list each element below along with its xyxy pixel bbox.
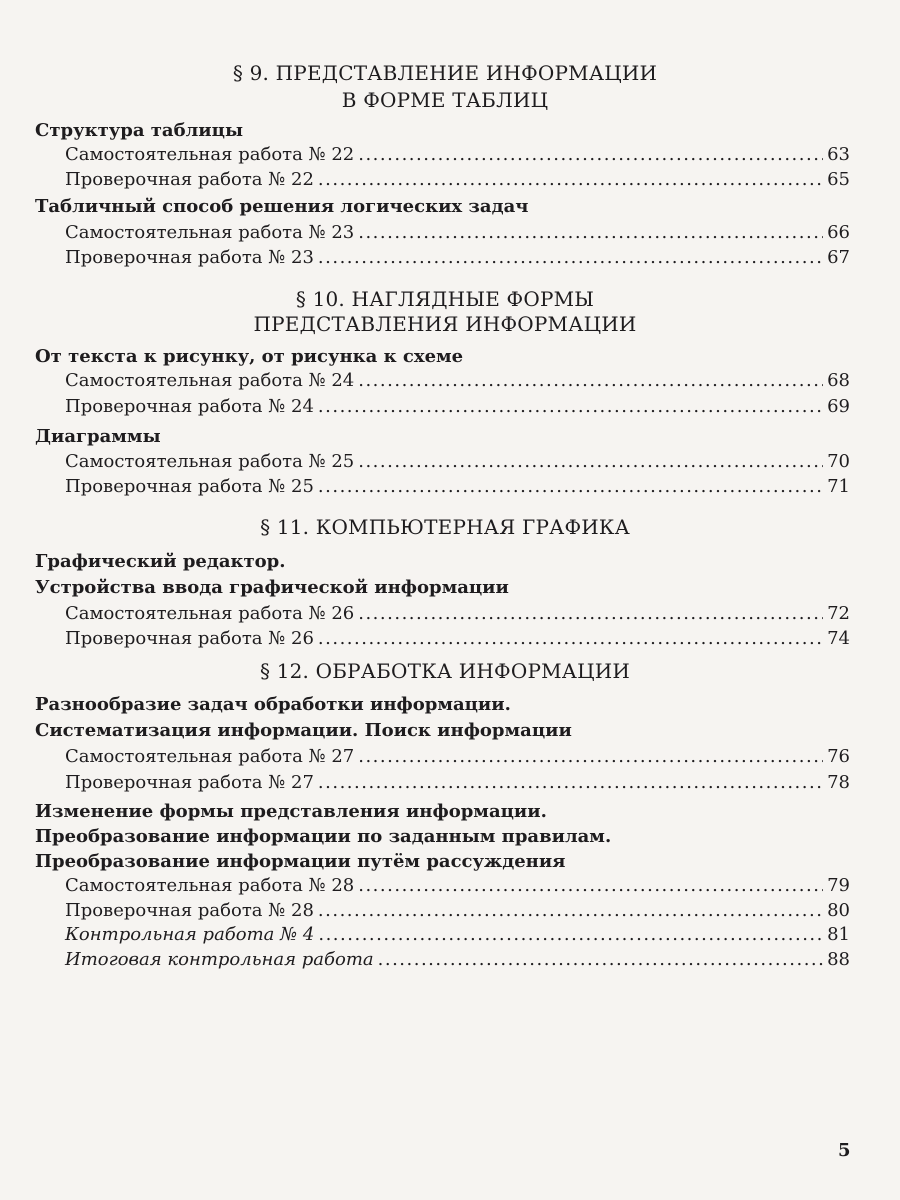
topic-heading: Изменение формы представления информации. <box>35 801 547 822</box>
entry-page: 72 <box>827 603 850 624</box>
entry-label: Проверочная работа № 28 <box>65 900 314 921</box>
entry-label: Проверочная работа № 22 <box>65 169 314 190</box>
topic-heading: Преобразование информации по заданным правилам. <box>35 826 612 847</box>
dot-leader <box>358 873 823 899</box>
dot-leader <box>358 601 823 627</box>
entry-label: Проверочная работа № 25 <box>65 476 314 497</box>
section-title: § 10. НАГЛЯДНЫЕ ФОРМЫ <box>295 287 595 311</box>
topic-heading: Разнообразие задач обработки информации. <box>35 694 511 715</box>
section-title: § 11. КОМПЬЮТЕРНАЯ ГРАФИКА <box>260 515 630 539</box>
entry-page: 78 <box>827 772 850 793</box>
dot-leader <box>378 947 823 973</box>
toc-entry[interactable] <box>0 898 850 924</box>
entry-label: Итоговая контрольная работа <box>65 949 374 970</box>
entry-label: Самостоятельная работа № 27 <box>65 746 355 767</box>
toc-entry[interactable] <box>0 947 850 973</box>
entry-page: 76 <box>827 746 850 767</box>
entry-page: 70 <box>827 451 850 472</box>
toc-entry[interactable] <box>0 744 850 770</box>
toc-entry[interactable] <box>0 474 850 500</box>
entry-label: Контрольная работа № 4 <box>65 924 315 945</box>
toc-entry[interactable] <box>0 368 850 394</box>
dot-leader <box>318 898 823 924</box>
entry-label: Проверочная работа № 24 <box>65 396 314 417</box>
topic-heading: Преобразование информации путём рассуждения <box>35 851 566 872</box>
entry-page: 63 <box>827 144 850 165</box>
dot-leader <box>318 770 823 796</box>
entry-label: Самостоятельная работа № 28 <box>65 875 355 896</box>
entry-page: 81 <box>827 924 850 945</box>
entry-label: Самостоятельная работа № 23 <box>65 222 355 243</box>
entry-label: Самостоятельная работа № 25 <box>65 451 355 472</box>
entry-page: 68 <box>827 370 850 391</box>
topic-heading: Диаграммы <box>35 426 161 447</box>
section-title: § 9. ПРЕДСТАВЛЕНИЕ ИНФОРМАЦИИ <box>232 61 658 85</box>
dot-leader <box>318 474 823 500</box>
entry-label: Самостоятельная работа № 22 <box>65 144 355 165</box>
entry-page: 79 <box>827 875 850 896</box>
toc-entry[interactable] <box>0 220 850 246</box>
entry-label: Проверочная работа № 23 <box>65 247 314 268</box>
dot-leader <box>358 449 823 475</box>
dot-leader <box>318 626 823 652</box>
entry-page: 65 <box>827 169 850 190</box>
toc-entry[interactable] <box>0 142 850 168</box>
entry-page: 67 <box>827 247 850 268</box>
toc-entry[interactable] <box>0 770 850 796</box>
toc-entry[interactable] <box>0 922 850 948</box>
dot-leader <box>318 167 823 193</box>
toc-entry[interactable] <box>0 601 850 627</box>
toc-entry[interactable] <box>0 873 850 899</box>
toc-entry[interactable] <box>0 626 850 652</box>
topic-heading: От текста к рисунку, от рисунка к схеме <box>35 346 464 367</box>
page-number: 5 <box>838 1140 851 1161</box>
entry-page: 69 <box>827 396 850 417</box>
entry-label: Самостоятельная работа № 26 <box>65 603 355 624</box>
dot-leader <box>318 394 823 420</box>
section-title: § 12. ОБРАБОТКА ИНФОРМАЦИИ <box>259 659 631 683</box>
entry-page: 71 <box>827 476 850 497</box>
section-title: ПРЕДСТАВЛЕНИЯ ИНФОРМАЦИИ <box>253 312 637 336</box>
dot-leader <box>318 245 823 271</box>
section-title: В ФОРМЕ ТАБЛИЦ <box>341 88 549 112</box>
entry-page: 80 <box>827 900 850 921</box>
dot-leader <box>358 220 823 246</box>
dot-leader <box>358 368 823 394</box>
dot-leader <box>358 142 823 168</box>
toc-entry[interactable] <box>0 449 850 475</box>
entry-page: 66 <box>827 222 850 243</box>
topic-heading: Табличный способ решения логических задач <box>35 196 529 217</box>
topic-heading: Структура таблицы <box>35 120 243 141</box>
toc-entry[interactable] <box>0 394 850 420</box>
topic-heading: Устройства ввода графической информации <box>35 577 509 598</box>
entry-label: Самостоятельная работа № 24 <box>65 370 355 391</box>
entry-page: 74 <box>827 628 850 649</box>
entry-page: 88 <box>827 949 850 970</box>
toc-entry[interactable] <box>0 245 850 271</box>
entry-label: Проверочная работа № 26 <box>65 628 314 649</box>
entry-label: Проверочная работа № 27 <box>65 772 314 793</box>
topic-heading: Графический редактор. <box>35 551 286 572</box>
toc-entry[interactable] <box>0 167 850 193</box>
dot-leader <box>318 922 823 948</box>
dot-leader <box>358 744 823 770</box>
topic-heading: Систематизация информации. Поиск информации <box>35 720 572 741</box>
